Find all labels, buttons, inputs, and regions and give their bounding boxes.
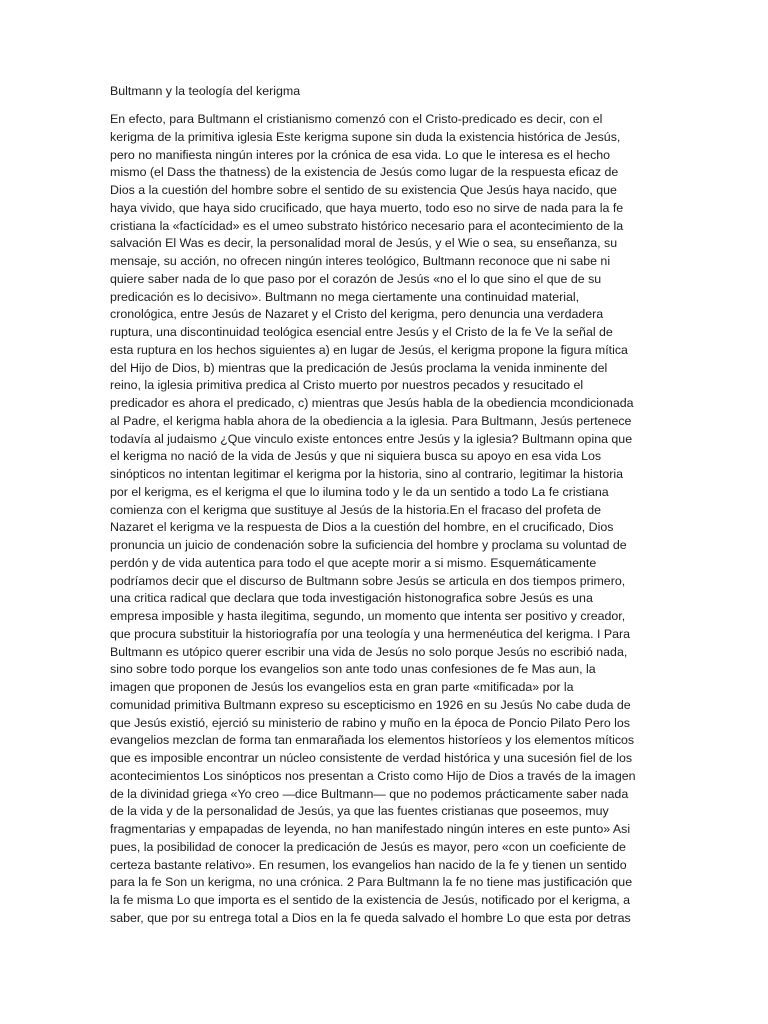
body-line: perdón y de vida autentica para todo el que acepte morir a si mismo. Esquemáticamente	[110, 555, 597, 570]
body-line: de la divinidad griega «Yo creo —dice Bultmann— que no podemos prácticamente saber nada	[110, 786, 629, 801]
body-line: por el kerigma, es el kerigma el que lo ilumina todo y le da un sentido a todo La fe cristiana	[110, 484, 609, 499]
body-line: que Jesús existió, ejerció su ministerio de rabino y muño en la época de Poncio Pilato Pero los	[110, 715, 631, 730]
body-line: predicación es lo decisivo». Bultmann no mega ciertamente una continuidad material,	[110, 289, 580, 304]
body-line: Nazaret el kerigma ve la respuesta de Dios a la cuestión del hombre, en el crucificado, Dios	[110, 520, 614, 535]
body-line: comienza con el kerigma que sustituye al Jesús de la historia.En el fracaso del profeta de	[110, 502, 602, 517]
body-line: Bultmann es utópico querer escribir una vida de Jesús no solo porque Jesús no escribió nada,	[110, 644, 628, 659]
body-line: imagen que proponen de Jesús los evangelios esta en gran parte «mitificada» por la	[110, 680, 574, 694]
body-line: del Hijo de Dios, b) mientras que la predicación de Jesús proclama la venida inminente del	[110, 360, 608, 375]
body-line: cronológica, entre Jesús de Nazaret y el Cristo del kerigma, pero denuncia una verdadera	[110, 307, 604, 322]
body-line: quiere saber nada de lo que paso por el corazón de Jesús «no el lo que sino el que de su	[110, 271, 602, 286]
body-line: sino sobre todo porque los evangelios son ante todo unas confesiones de fe Mas aun, la	[110, 662, 596, 677]
body-line: podríamos decir que el discurso de Bultmann sobre Jesús se articula en dos tiempos primero,	[110, 573, 626, 588]
body-line: saber, que por su entrega total a Dios en la fe queda salvado el hombre Lo que esta por detras	[110, 910, 631, 925]
document-body	[110, 111, 670, 928]
body-line: fragmentarias y empapadas de leyenda, no han manifestado ningún interes en este punto» Asi	[110, 822, 631, 836]
body-line: reino, la iglesia primitiva predica al Cristo muerto por nuestros pecados y resucitado el	[110, 378, 584, 393]
body-line: predicador es ahora el predicado, c) mientras que Jesús habla de la obediencia mcondicionada	[110, 396, 634, 410]
body-line: sinópticos no intentan legitimar el kerigma por la historia, sino al contrario, legitimar la historia	[110, 467, 624, 481]
body-line: una critica radical que declara que toda investigación histonografica sobre Jesús es una	[110, 591, 593, 606]
body-line: de la vida y de la personalidad de Jesús, ya que las fuentes cristianas que poseemos, muy	[110, 804, 609, 819]
body-line: acontecimientos Los sinópticos nos presentan a Cristo como Hijo de Dios a través de la imagen	[110, 768, 636, 783]
body-line: la fe misma Lo que importa es el sentido de la existencia de Jesús, notificado por el kerigma, a	[110, 893, 630, 907]
body-line: ruptura, una discontinuidad teológica esencial entre Jesús y el Cristo de la fe Ve la señal de	[110, 325, 613, 339]
body-line: cristiana la «factícidad» es el umeo substrato histórico necesario para el acontecimiento de la	[110, 218, 624, 233]
body-line: salvación El Was es decir, la personalidad moral de Jesús, y el Wie o sea, su enseñanza, su	[110, 236, 618, 251]
body-line: haya vivido, que haya sido crucificado, que haya muerto, todo eso no sirve de nada para la fe	[110, 200, 624, 215]
body-line: mensaje, su acción, no ofrecen ningún interes teológico, Bultmann reconoce que ni sabe ni	[110, 254, 611, 268]
body-line: pero no manifiesta ningún interes por la crónica de esa vida. Lo que le interesa es el hecho	[110, 147, 611, 162]
body-line: certeza bastante relativo». En resumen, los evangelios han nacido de la fe y tienen un sentido	[110, 857, 627, 872]
body-line: que procura substituir la historiografía por una teología y una hermenéutica del kerigma. I Para	[110, 626, 631, 641]
document-title: Bultmann y la teología del kerigma	[110, 84, 301, 98]
body-line: evangelios mezclan de forma tan enmarañada los elementos historíeos y los elementos míticos	[110, 733, 635, 748]
body-line: pronuncia un juicio de condenación sobre la suficiencia del hombre y proclama su voluntad de	[110, 538, 627, 552]
body-line: el kerigma no nació de la vida de Jesús y que ni siquiera busca su apoyo en esa vida Los	[110, 449, 602, 464]
body-line: Dios a la cuestión del hombre sobre el sentido de su existencia Que Jesús haya nacido, que	[110, 183, 617, 197]
body-line: esta ruptura en los hechos siguientes a) en lugar de Jesús, el kerigma propone la figura mítica	[110, 342, 628, 357]
body-line: empresa imposible y hasta ilegitima, segundo, un momento que intenta ser positivo y creador,	[110, 609, 626, 623]
body-line: comunidad primitiva Bultmann expreso su escepticismo en 1926 en su Jesús No cabe duda de	[110, 697, 631, 712]
body-line: para la fe Son un kerigma, no una crónica. 2 Para Bultmann la fe no tiene mas justificación que	[110, 875, 633, 890]
body-line: todavía al judaismo ¿Que vinculo existe entonces entre Jesús y la iglesia? Bultmann opina que	[110, 431, 633, 446]
body-line: En efecto, para Bultmann el cristianismo comenzó con el Cristo-predicado es decir, con el	[110, 112, 603, 126]
body-line: que es imposible encontrar un núcleo consistente de verdad histórica y una sucesión fiel de los	[110, 751, 633, 765]
body-line: pues, la posibilidad de conocer la predicación de Jesús es mayor, pero «con un coeficiente de	[110, 839, 626, 854]
body-line: kerigma de la primitiva iglesia Este kerigma supone sin duda la existencia histórica de Jesús,	[110, 129, 621, 144]
body-line: mismo (el Dass the thatness) de la existencia de Jesús como lugar de la respuesta eficaz de	[110, 165, 619, 180]
body-line: al Padre, el kerigma habla ahora de la obediencia a la iglesia. Para Bultmann, Jesús pertenece	[110, 413, 632, 428]
